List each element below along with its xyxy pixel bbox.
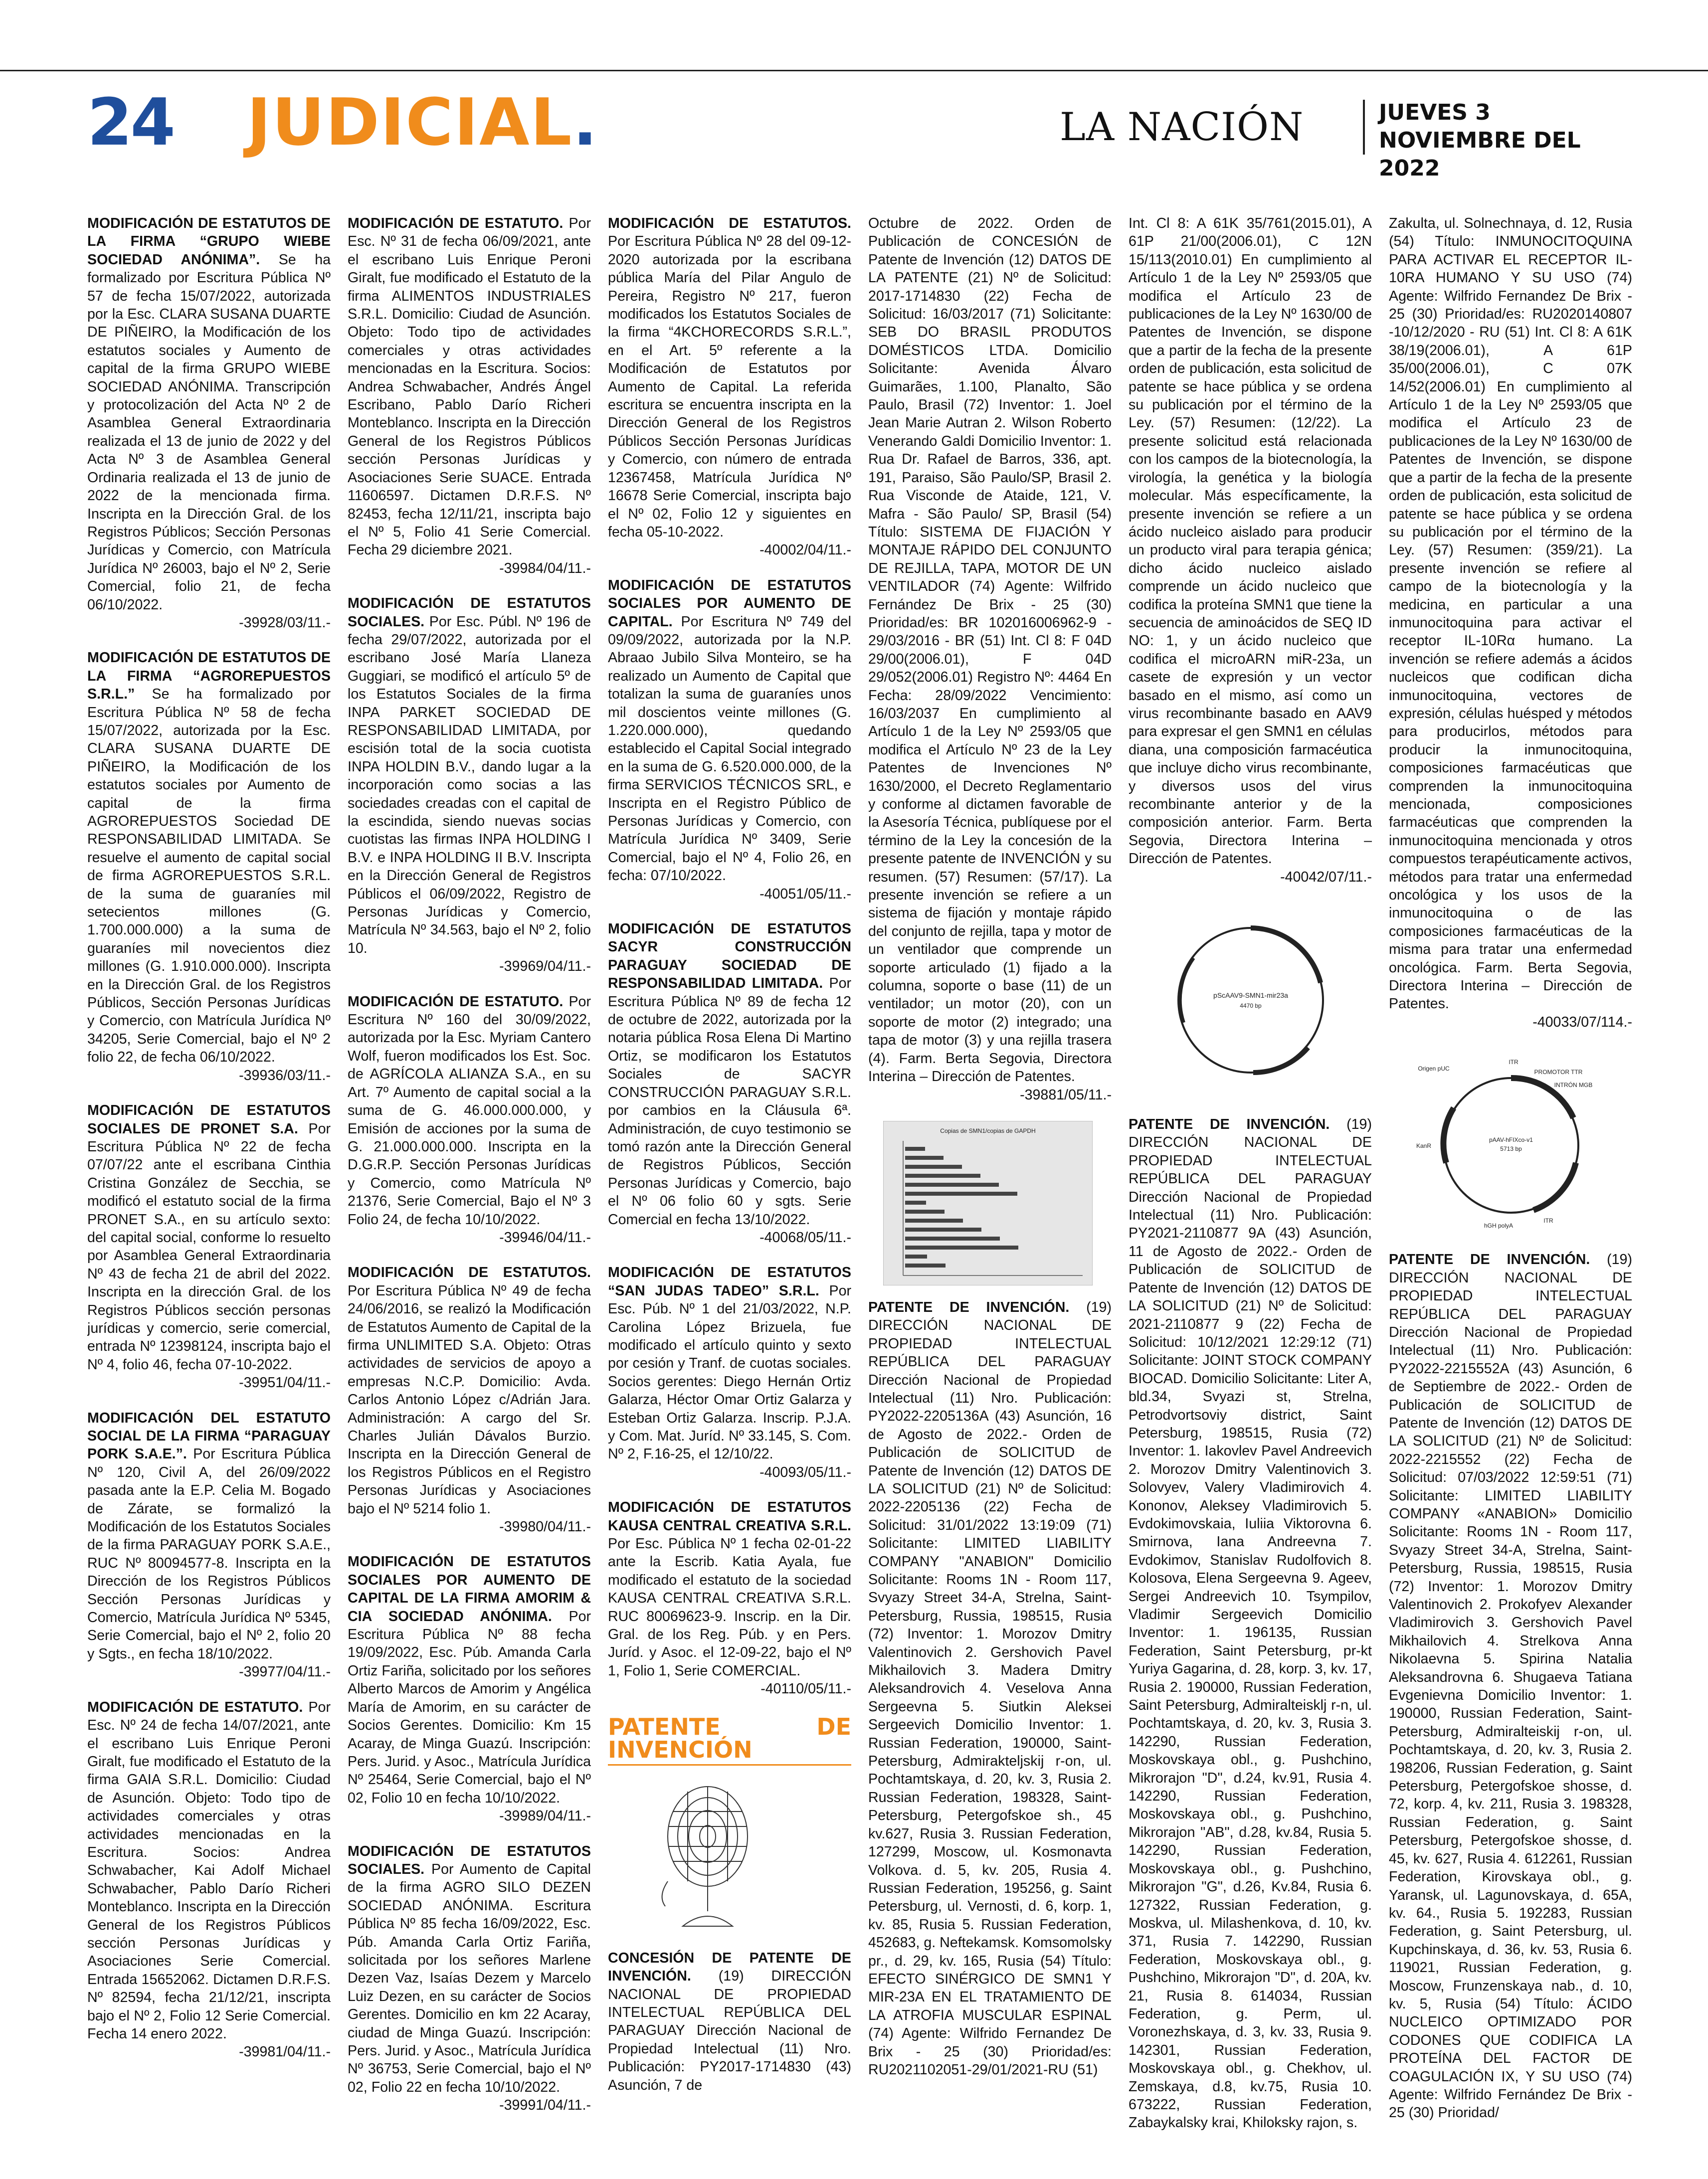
notice-title: MODIFICACIÓN DE ESTATUTOS SOCIALES DE PRONET S.A. <box>87 1102 331 1137</box>
page-header <box>87 84 1633 181</box>
plasmid2-label: KanR <box>1416 1142 1432 1150</box>
notice-body: Por Esc. Nº 31 de fecha 06/09/2021, ante el escribano Luis Enrique Peroni Giralt, fue modificado el Estatuto de la firma ALIMENTOS INDUSTRIALES S.R.L. Domicilio: Ciudad de Asunción. Objeto: Todo tipo de actividades comerciales y otras actividades mencionadas en la Escritura. Socios: Andrea Schwabacher, Andrés Ángel Escribano, Pablo Darío Richeri Monteblanco. Inscripta en la Dirección General de los Registros Públicos sección Personas Jurídicas y Asociaciones Serie SUACE. Entrada 11606597. Dictamen D.R.F.S. Nº 82453, fecha 12/11/21, inscripta bajo el Nº 5, Folio 41 Serie Comercial. Fecha 29 diciembre 2021. <box>348 215 591 558</box>
notice <box>608 1498 851 1698</box>
chart-title: Copias de SMN1/copias de GAPDH <box>940 1127 1036 1134</box>
notice-reference: -39951/04/11.- <box>239 1375 331 1391</box>
header-divider <box>1363 100 1365 155</box>
notice <box>608 1264 851 1481</box>
top-rule <box>0 70 1708 71</box>
chart-bar <box>905 1246 1018 1250</box>
notice-body: (19) DIRECCIÓN NACIONAL DE PROPIEDAD INTELECTUAL REPÚBLICA DEL PARAGUAY Dirección Nacional de Propiedad Intelectual (11) Nro. Publicación: PY2021-2110877 9A (43) Asunción, 11 de Agosto de 2022.- Orden de Publicación de SOLICITUD de Patente de Invención (12) DATOS DE LA SOLICITUD (21) Nº de Solicitud: 2021-2110877 9 (22) Fecha de Solicitud: 10/12/2021 12:29:12 (71) Solicitante: JOINT STOCK COMPANY BIOCAD. Domicilio Solicitante: Liter A, bld.34, Svyazi st, Strelna, Petrodvortsoviy district, Saint Petersburg, 198515, Rusia (72) Inventor: 1. Iakovlev Pavel Andreevich 2. Morozov Dmitry Valentinovich 3. Solovyev, Valery Vladimirovich 4. Kononov, Aleksey Vladimirovich 5. Evdokimovskaia, Iuliia Viktorovna 6. Smirnova, Iana Andreevna 7. Evdokimov, Stanislav Rudolfovich 8. Kolosova, Elena Sergeevna 9. Ageev, Sergei Andreevich 10. Tsympilov, Vladimir Sergeevich Domicilio Inventor: 1. 196135, Russian Federation, Saint Petersburg, pr-kt Yuriya Gagarina, d. 28, korp. 3, kv. 17, Rusia 2. 190000, Russian Federation, Saint Petersburg, Admiralteisklj r-n, ul. Pochtamtskaya, d. 20, kv. 3, Rusia 3. 142290, Russian Federation, Moskovskaya obl., g. Pushchino, Mikrorajon "D", d.24, kv.91, Rusia 4. 142290, Russian Federation, Moskovskaya obl., g. Pushchino, Mikrorajon "AB", d.28, kv.84, Rusia 5. 142290, Russian Federation, Moskovskaya obl., g. Pushchino, Mikrorajon "G", d.26, Kv.84, Rusia 6. 127322, Russian Federation, g. Moskva, ul. Milashenkova, d. 10, kv. 371, Rusia 7. 142290, Russian Federation, Moskovskaya obl., g. Pushchino, Mikrorajon "D", d. 20A, kv. 21, Rusia 8. 614034, Russian Federation, g. Perm, ul. Voronezhskaya, d. 3, kv. 33, Rusia 9. 142301, Russian Federation, Moskovskaya obl., g. Chekhov, ul. Zemskaya, d.8, kv.75, Rusia 10. 673222, Russian Federation, Zabaykalsky krai, Khiloksky rajon, s. <box>1129 1116 1372 2131</box>
notice-body: Por Escritura Pública Nº 89 de fecha 12 de octubre de 2022, autorizada por la notaria pública Rosa Elena Di Martino Ortiz, se modificaron los Estatutos Sociales de SACYR CONSTRUCCIÓN PARAGUAY S.R.L. por cambios en la Cláusula 6ª. Administración, de cuyo testimonio se tomó razón ante la Dirección General de Registros Públicos, Sección Personas Jurídicas y Comercio, bajo el Nº 06 folio 60 y sgts. Serie Comercial en fecha 13/10/2022. <box>608 975 851 1228</box>
notice-body: Por Escritura Pública Nº 49 de fecha 24/06/2016, se realizó la Modificación de Estatutos Aumento de Capital de la firma UNLIMITED S.A. Objeto: Otras actividades de servicios de apoyo a empresas N.C.P. Domicilio: Avda. Carlos Antonio López c/Adrián Jara. Administración: A cargo del Sr. Charles Julián Dávalos Burzio. Inscripta en la Dirección General de los Registros Públicos en el Registro Personas Jurídicas y Asociaciones bajo el Nº 5214 folio 1. <box>348 1282 591 1517</box>
newspaper-brand: LA NACIÓN <box>1060 105 1304 150</box>
notice-body: Por Escritura Nº 160 del 30/09/2022, autorizada por la Esc. Myriam Cantero Wolf, fueron modificados los Est. Soc. de AGRÍCOLA ALIANZA S.A., en su Art. 7º Aumento de capital social a la suma de G. 46.000.000.000, y Emisión de acciones por la suma de G. 21.000.000.000. Inscripta en la D.G.R.P. Sección Personas Jurídicas y Comercio, como Matrícula Nº 21376, Serie Comercial, Bajo el Nº 3 Folio 24, de fecha 10/10/2022. <box>348 993 591 1228</box>
notice-title: MODIFICACIÓN DE ESTATUTO. <box>348 993 564 1010</box>
notice-reference: -40110/05/11.- <box>760 1681 851 1697</box>
notice <box>1389 214 1632 1031</box>
notice <box>868 1298 1112 2079</box>
notice-reference: -39969/04/11.- <box>499 958 591 975</box>
chart-bar <box>905 1165 962 1169</box>
notice <box>87 214 331 632</box>
notice-title: MODIFICACIÓN DE ESTATUTOS DE LA FIRMA “GRUPO WIEBE SOCIEDAD ANÓNIMA”. <box>87 215 331 268</box>
notice <box>348 1842 591 2115</box>
notice <box>1129 214 1372 886</box>
patent-section-rule <box>608 1764 851 1766</box>
plasmid2-label: ITR <box>1509 1059 1518 1066</box>
smn1-copies-chart <box>883 1121 1093 1285</box>
notice-reference: -39984/04/11.- <box>499 560 591 576</box>
plasmid2-label: PROMOTOR TTR <box>1534 1069 1583 1076</box>
notice-title: MODIFICACIÓN DE ESTATUTOS “SAN JUDAS TADEO” S.R.L. <box>608 1265 851 1299</box>
issue-date-month: NOVIEMBRE DEL 2022 <box>1379 128 1581 181</box>
page-number: 24 <box>87 84 174 160</box>
notice-reference: -39881/05/11.- <box>1020 1087 1112 1103</box>
notice-body: Por Esc. Nº 24 de fecha 14/07/2021, ante el escribano Luis Enrique Peroni Giralt, fue modificado el Estatuto de la firma GAIA S.R.L. Domicilio: Ciudad de Asunción. Objeto: Todo tipo de actividades comerciales y otras actividades mencionadas en la Escritura. Socios: Andrea Schwabacher, Kai Adolf Michael Schwabacher, Pablo Darío Richeri Monteblanco. Inscripta en la Dirección General de los Registros Públicos sección Personas Jurídicas y Asociaciones Serie Comercial. Entrada 15652062. Dictamen D.R.F.S. Nº 82594, fecha 21/12/21, inscripta bajo el Nº 2, Folio 12 Serie Comercial. Fecha 14 enero 2022. <box>87 1699 331 2042</box>
column-5 <box>1129 214 1372 2154</box>
notice-body: Se ha formalizado por Escritura Pública Nº 57 de fecha 15/07/2022, autorizada por la Esc. CLARA SUSANA DUARTE DE PIÑEIRO, la Modificación de los estatutos sociales y Aumento de capital de la firma GRUPO WIEBE SOCIEDAD ANÓNIMA. Transcripción y protocolización del Acta Nº 2 de Asamblea General Extraordinaria realizada el 13 de junio de 2022 y del Acta Nº 3 de Asamblea General Ordinaria realizada el 13 de junio de 2022 de la mencionada firma. Inscripta en la Dirección Gral. de los Registros Públicos; Sección Personas Jurídicas y Comercio, con Matrícula Jurídica Nº 26003, bajo el Nº 2, Serie Comercial, folio 21, de fecha 06/10/2022. <box>87 251 331 613</box>
notice-title: MODIFICACIÓN DE ESTATUTOS SOCIALES POR AUMENTO DE CAPITAL DE LA FIRMA AMORIM & CIA SOCIEDAD ANÓNIMA. <box>348 1554 591 1625</box>
chart-bar <box>905 1192 1017 1196</box>
notice-title: MODIFICACIÓN DE ESTATUTOS SACYR CONSTRUCCIÓN PARAGUAY SOCIEDAD DE RESPONSABILIDAD LIMITADA. <box>608 921 851 992</box>
chart-bar <box>905 1174 980 1178</box>
notice-body: (19) DIRECCIÓN NACIONAL DE PROPIEDAD INTELECTUAL REPÚBLICA DEL PARAGUAY Dirección Nacional de Propiedad Intelectual (11) Nro. Publicación: PY2022-2215552A (43) Asunción, 6 de Septiembre de 2022.- Orden de Publicación de SOLICITUD de Patente de Invención (12) DATOS DE LA SOLICITUD (21) Nº de Solicitud: 2022-2215552 (22) Fecha de Solicitud: 07/03/2022 12:59:51 (71) Solicitante: LIMITED LIABILITY COMPANY «ANABION» Domicilio Solicitante: Rooms 1N - Room 117, Svyazy Street 34-A, Strelna, Saint-Petersburg, Russia, 198515, Rusia (72) Inventor: 1. Morozov Dmitry Valentinovich 2. Prokofyev Alexander Vladimirovich 3. Gershovich Pavel Mikhailovich 4. Strelkova Anna Nikolaevna 5. Spirina Natalia Aleksandrovna 6. Shugaeva Tatiana Evgenievna Domicilio Inventor: 1. 190000, Russian Federation, Saint-Petersburg, Admiralteiskij r-on, ul. Pochtamtskaya, d. 20, kv. 3, Rusia 2. 198206, Russian Federation, g. Saint Petersburg, Petergofskoe shosse, d. 72, korp. 4, kv. 211, Rusia 3. 198328, Russian Federation, g. Saint Petersburg, Petergofskoe shosse, d. 45, kv. 627, Rusia 4. 612261, Russian Federation, Kirovskaya obl., g. Yaransk, ul. Lagunovskaya, d. 65A, kv. 64., Rusia 5. 192283, Russian Federation, g. Saint Petersburg, ul. Kupchinskaya, d. 36, kv. 53, Rusia 6. 119021, Russian Federation, g. Moscow, Frunzenskaya nab., d. 10, kv. 5, Rusia (54) Título: ÁCIDO NUCLEICO OPTIMIZADO POR CODONES QUE CODIFICA LA PROTEÍNA DEL FACTOR DE COAGULACIÓN IX, Y SU USO (74) Agente: Wilfrido Fernández De Brix - 25 (30) Prioridad/ <box>1389 1252 1632 2121</box>
notice-reference: -40051/05/11.- <box>759 886 851 902</box>
plasmid-map-smn1 <box>1143 903 1358 1102</box>
column-1 <box>87 214 331 2154</box>
section-title <box>247 85 598 160</box>
notice <box>608 214 851 559</box>
notice-reference: -40033/07/114.- <box>1532 1014 1632 1030</box>
notice <box>348 1264 591 1536</box>
notice-title: MODIFICACIÓN DE ESTATUTOS SOCIALES. <box>348 1843 591 1877</box>
plasmid2-label: 5713 bp <box>1500 1145 1522 1153</box>
notice-reference: -40002/04/11.- <box>759 542 851 558</box>
patent-section-heading <box>608 1715 851 1766</box>
chart-bar <box>905 1264 946 1268</box>
section-title-dot: . <box>572 84 598 160</box>
notice <box>348 1553 591 1825</box>
notice-body: Por Aumento de Capital de la firma AGRO SILO DEZEN SOCIEDAD ANÓNIMA. Escritura Pública Nº 85 fecha 16/09/2022, Esc. Púb. Amanda Carla Ortiz Fariña, solicitada por los señores Marlene Dezen Vaz, Isaías Dezem y Marcelo Luiz Dezen, en su carácter de Socios Gerentes. Domicilio en km 22 Acaray, ciudad de Minga Guazú. Inscripción: Pers. Jurid. y Asoc., Matrícula Jurídica Nº 36753, Serie Comercial, bajo el Nº 02, Folio 22 en fecha 10/10/2022. <box>348 1861 591 2095</box>
notice-reference: -39989/04/11.- <box>499 1808 591 1824</box>
plasmid1-label: pScAAV9-SMN1-mir23a <box>1213 991 1288 1000</box>
notice-title: MODIFICACIÓN DE ESTATUTOS. <box>608 215 851 231</box>
plasmid-map-fix <box>1394 1048 1628 1238</box>
chart-bar <box>905 1219 963 1223</box>
chart-bar <box>905 1228 981 1232</box>
notice-reference: -40068/05/11.- <box>759 1229 851 1246</box>
notice-body: (19) DIRECCIÓN NACIONAL DE PROPIEDAD INTELECTUAL REPÚBLICA DEL PARAGUAY Dirección Nacional de Propiedad Intelectual (11) Nro. Publicación: PY2022-2205136A (43) Asunción, 16 de Agosto de 2022.- Orden de Publicación de SOLICITUD de Patente de Invención (12) DATOS DE LA SOLICITUD (21) Nº de Solicitud: 2022-2205136 (22) Fecha de Solicitud: 31/01/2022 13:19:09 (71) Solicitante: LIMITED LIABILITY COMPANY "ANABION" Domicilio Solicitante: Rooms 1N - Room 117, Svyazy Street 34-A, Strelna, Saint-Petersburg, Russia, 198515, Rusia (72) Inventor: 1. Morozov Dmitry Valentinovich 2. Gershovich Pavel Mikhailovich 3. Madera Dmitry Aleksandrovich 4. Veselova Anna Sergeevna 5. Siutkin Aleksei Sergeevich Domicilio Inventor: 1. Russian Federation, 190000, Saint-Petersburg, Admirakteljskij r-on, ul. Pochtamtskaya, d. 20, kv. 3, Rusia 2. Russian Federation, 198328, Saint- Petersburg, Petergofskoe sh., 45 kv.627, Rusia 3. Russian Federation, 127299, Moscow, ul. Kosmonavta Volkova. d. 5, kv. 205, Rusia 4. Russian Federation, 195256, g. Saint Petersburg, ul. Vernosti, d. 6, korp. 1, kv. 85, Rusia 5. Russian Federation, 452683, g. Neftekamsk. Komsomolsky pr., d. 29, kv. 165, Rusia (54) Título: EFECTO SINÉRGICO DE SMN1 Y MIR-23A EN EL TRATAMIENTO DE LA ATROFIA MUSCULAR ESPINAL (74) Agente: Wilfrido Fernandez De Brix - 25 (30) Prioridad/es: RU2021102051-29/01/2021-RU (51) <box>868 1299 1112 2078</box>
column-4 <box>868 214 1112 2154</box>
notice-title: CONCESIÓN DE PATENTE DE INVENCIÓN. <box>608 1950 851 1985</box>
notice-body: Zakulta, ul. Solnechnaya, d. 12, Rusia (54) Título: INMUNOCITOQUINA PARA ACTIVAR EL RECEPTOR IL-10RA HUMANO Y SU USO (74) Agente: Wilfrido Fernandez De Brix - 25 (30) Prioridad/es: RU2020140807 -10/12/2020 - RU (51) Int. Cl 8: A 61K 38/19(2006.01), A 61P 35/00(2006.01), C 07K 14/52(2006.01) En cumplimiento al Artículo 1 de la Ley Nº 2593/05 que modifica el Artículo 23 de publicaciones de la Ley Nº 1630/00 de Patentes de Invención, se dispone que a partir de la fecha de la presente orden de publicación, esta solicitud de patente se hace pública y se ordena su publicación por el término de la Ley. (57) Resumen: (359/21). La presente invención se refiere al campo de la biotecnología y la medicina, en particular a una inmunocitoquina para activar el receptor IL-10Rα humano. La invención se refiere además a ácidos nucleicos que codifican dicha inmunocitoquina, vectores de expresión, células huésped y métodos para producirlos, métodos para producir la inmunocitoquina, composiciones farmacéuticas que comprenden la inmunocitoquina mencionada, composiciones farmacéuticas que comprenden la inmunocitoquina mencionada y otros compuestos terapéuticamente activos, métodos para tratar una enfermedad oncológica y los usos de la inmunocitoquina o de las composiciones farmacéuticas de la misma para tratar una enfermedad oncológica. Farm. Berta Segovia, Directora Interina – Dirección de Patentes. <box>1389 215 1632 1012</box>
section-title-text: JUDICIAL <box>247 84 573 160</box>
notice-title: PATENTE DE INVENCIÓN. <box>1129 1116 1330 1133</box>
notice <box>1389 1251 1632 2122</box>
notice-body: Por Escritura Pública Nº 88 fecha 19/09/2022, Esc. Púb. Amanda Carla Ortiz Fariña, solicitado por los señores Alberto Marcos de Amorim y Angélica María de Amorim, en su carácter de Socios Gerentes. Domicilio: Km 15 Acaray, de Minga Guazú. Inscripción: Pers. Jurid. y Asoc., Matrícula Jurídica Nº 25464, Serie Comercial, bajo el Nº 02, Folio 10 en fecha 10/10/2022. <box>348 1608 591 1806</box>
notice-title: MODIFICACIÓN DEL ESTATUTO SOCIAL DE LA FIRMA “PARAGUAY PORK S.A.E.”. <box>87 1410 331 1462</box>
fan-patent-drawing <box>638 1777 767 1936</box>
notice-reference: -39991/04/11.- <box>499 2097 591 2114</box>
chart-bar <box>905 1156 944 1160</box>
plasmid2-label: pAAV-hFIXco-v1 <box>1489 1136 1533 1144</box>
notice-title: PATENTE DE INVENCIÓN. <box>1389 1252 1590 1268</box>
notice-body: Por Esc. Púb. Nº 1 del 21/03/2022, N.P. Carolina López Brizuela, fue modificado el artículo quinto y sexto por cesión y Tranf. de cuotas sociales. Socios gerentes: Diego Hernán Ortiz Galarza, Héctor Omar Ortiz Galarza y Esteban Ortiz Galarza. Inscrip. P.J.A. y Com. Mat. Juríd. Nº 33.145, S. Com. Nº 2, F.16-25, el 12/10/22. <box>608 1282 851 1462</box>
column-2 <box>348 214 591 2154</box>
notice <box>87 1698 331 2061</box>
chart-bar <box>905 1255 927 1259</box>
patent-section-title: PATENTE DE INVENCIÓN <box>608 1713 851 1763</box>
plasmid2-label: ITR <box>1543 1217 1553 1225</box>
plasmid2-label: INTRÓN MGB <box>1554 1082 1593 1089</box>
notice-body: Por Escritura Pública Nº 28 del 09-12-2020 autorizada por la escribana pública María del Pilar Angulo de Pereira, Registro Nº 217, fueron modificados los Estatutos Sociales de la firma “4KCHORECORDS S.R.L.”, en el Art. 5º referente a la Modificación de Estatutos por Aumento de Capital. La referida escritura se encuentra inscripta en la Dirección General de los Registros Públicos Sección Personas Jurídicas y Comercio, con número de entrada 12367458, Matrícula Jurídica Nº 16678 Serie Comercial, inscripta bajo el Nº 02, Folio 12 y siguientes en fecha 05-10-2022. <box>608 233 851 540</box>
chart-bar <box>905 1147 925 1151</box>
notice-reference: -39946/04/11.- <box>499 1229 591 1246</box>
notice-body: Por Esc. Públ. Nº 196 de fecha 29/07/2022, autorizada por el escribano José María Llaneza Guggiari, se modificó el artículo 5º de los Estatutos Sociales de la firma INPA PARKET SOCIEDAD DE RESPONSABILIDAD LIMITADA, por escisión total de la socia cuotista INPA HOLDIN B.V., dando lugar a la incorporación como socias a las sociedades creadas con el capital de la escindida, siendo nuevas socias cuotistas las firmas INPA HOLDING I B.V. e INPA HOLDING II B.V. Inscripta en la Dirección General de Registros Públicos el 06/09/2022, Registro de Personas Jurídicas y Comercio, Matrícula Nº 34.563, bajo el Nº 2, folio 10. <box>348 613 591 956</box>
notice <box>608 920 851 1247</box>
notice-reference: -40093/05/11.- <box>759 1464 851 1480</box>
notice-title: MODIFICACIÓN DE ESTATUTOS DE LA FIRMA “AGROREPUESTOS S.R.L.” <box>87 650 331 703</box>
notice <box>87 1101 331 1392</box>
chart-bar <box>905 1237 1000 1241</box>
notice <box>348 594 591 976</box>
notice-reference: -39980/04/11.- <box>499 1519 591 1535</box>
notices-columns <box>87 214 1633 2154</box>
column-6 <box>1389 214 1632 2154</box>
notice-body: Por Escritura Pública Nº 120, Civil A, del 26/09/2022 pasada ante la E.P. Celia M. Bogado de Zárate, se formalizó la Modificación de los Estatutos Sociales de la firma PARAGUAY PORK S.A.E., RUC Nº 80094577-8. Inscripta en la Dirección de los Registros Públicos Sección Personas Jurídicas y Comercio, Matrícula Jurídica Nº 5345, Serie Comercial, bajo el Nº 2, folio 20 y Sgts., en fecha 18/10/2022. <box>87 1446 331 1662</box>
plasmid1-size: 4470 bp <box>1240 1002 1262 1010</box>
issue-date <box>1379 99 1633 182</box>
notice-reference: -39928/03/11.- <box>239 614 331 631</box>
plasmid2-label: Origen pUC <box>1418 1065 1450 1073</box>
notice <box>608 1949 851 2094</box>
notice-title: MODIFICACIÓN DE ESTATUTOS KAUSA CENTRAL CREATIVA S.R.L. <box>608 1499 851 1534</box>
notice <box>87 1409 331 1681</box>
chart-bar <box>905 1201 926 1205</box>
notice-title: PATENTE DE INVENCIÓN. <box>868 1299 1070 1315</box>
notice-title: MODIFICACIÓN DE ESTATUTO. <box>348 215 564 231</box>
notice-body: Int. Cl 8: A 61K 35/761(2015.01), A 61P 21/00(2006.01), C 12N 15/113(2010.01) En cumplimiento al Artículo 1 de la Ley Nº 2593/05 que modifica el Artículo 23 de publicaciones de la Ley Nº 1630/00 de Patentes de Invención, se dispone que a partir de la fecha de la presente orden de publicación, esta solicitud de patente se hace pública y se ordena su publicación por el término de la Ley. (57) Resumen: (12/22). La presente solicitud está relacionada con los campos de la biotecnología, la virología, la genética y la biología molecular. Más específicamente, la presente invención se refiere a un ácido nucleico aislado para producir un producto viral para terapia génica; dicho ácido nucleico aislado comprende un ácido nucleico que codifica la proteína SMN1 que tiene la secuencia de aminoácidos de SEQ ID NO: 1, y un ácido nucleico que codifica el microARN miR-23a, un casete de expresión y un vector basado en el mismo, así como un virus recombinante basado en AAV9 para expresar el gen SMN1 en células diana, una composición farmacéutica que incluye dicho virus recombinante, y diversos usos del virus recombinante anterior y de la composición anterior. Farm. Berta Segovia, Directora Interina – Dirección de Patentes. <box>1129 215 1372 867</box>
notice-reference: -39981/04/11.- <box>239 2044 331 2060</box>
notice-body: (19) DIRECCIÓN NACIONAL DE PROPIEDAD INTELECTUAL REPÚBLICA DEL PARAGUAY Dirección Nacional de Propiedad Intelectual (11) Nro. Publicación: PY2017-1714830 (43) Asunción, 7 de <box>608 1968 851 2093</box>
notice-reference: -40042/07/11.- <box>1280 869 1372 885</box>
notice <box>348 993 591 1247</box>
issue-date-day: JUEVES 3 <box>1379 100 1491 125</box>
notice-title: MODIFICACIÓN DE ESTATUTOS SOCIALES. <box>348 595 591 630</box>
notice <box>1129 1115 1372 2132</box>
notice-body: Por Escritura Pública Nº 22 de fecha 07/07/22 ante el escribana Cinthia Cristina González de Secchia, se modificó el estatuto social de la firma PRONET S.A., en su artículo sexto: del capital social, conforme lo resuelto por Asamblea General Extraordinaria Nº 43 de fecha 21 de abril del 2022. Inscripta en la dirección Gral. de los Registros Públicos sección personas jurídicas y comercio, serie comercial, entrada Nº 12398124, inscripta bajo el Nº 4, folio 46, fecha 07-10-2022. <box>87 1120 331 1373</box>
notice <box>348 214 591 577</box>
notice-reference: -39936/03/11.- <box>239 1067 331 1084</box>
notice-title: MODIFICACIÓN DE ESTATUTO. <box>87 1699 303 1715</box>
notice <box>87 649 331 1085</box>
notice-body: Por Escritura Nº 749 del 09/09/2022, autorizada por la N.P. Abraao Jubilo Silva Monteiro, se ha realizado un Aumento de Capital que totalizan la suma de guaraníes unos mil doscientos veinte millones (G. 1.220.000.000), quedando establecido el Capital Social integrado en la suma de G. 6.520.000.000, de la firma SERVICIOS TÉCNICOS SRL, e Inscripta en el Registro Público de Personas Jurídicas y Comercio, con Matrícula Jurídica Nº 3409, Serie Comercial, bajo el Nº 4, Folio 26, en fecha: 07/10/2022. <box>608 613 851 884</box>
notice-reference: -39977/04/11.- <box>239 1664 331 1680</box>
notice-body: Octubre de 2022. Orden de Publicación de CONCESIÓN de Patente de Invención (12) DATOS DE LA PATENTE (21) Nº de Solicitud: 2017-1714830 (22) Fecha de Solicitud: 16/03/2017 (71) Solicitante: SEB DO BRASIL PRODUTOS DOMÉSTICOS LTDA. Domicilio Solicitante: Avenida Álvaro Guimarães, 1.100, Planalto, São Paulo, Brasil (72) Inventor: 1. Joel Jean Marie Autran 2. Wilson Roberto Venerando Galdi Domicilio Inventor: 1. Rua Dr. Rafael de Barros, 336, apt. 191, Paraiso, São Paulo/SP, Brasil 2. Rua Visconde de Ataide, 121, V. Mafra - São Paulo/ SP, Brasil (54) Título: SISTEMA DE FIJACIÓN Y MONTAJE RÁPIDO DEL CONJUNTO DE REJILLA, TAPA, MOTOR DE UN VENTILADOR (74) Agente: Wilfrido Fernández De Brix - 25 (30) Prioridad/es: BR 102016006962-9 - 29/03/2016 - BR (51) Int. Cl 8: F 04D 29/00(2006.01), F 04D 29/052(2006.01) Registro Nº: 4464 En Fecha: 28/09/2022 Vencimiento: 16/03/2037 En cumplimiento al Artículo 1 de la Ley Nº 2593/05 que modifica el Artículo Nº 23 de la Ley Patentes de Invenciones Nº 1630/2000, el Decreto Reglamentario y conforme al dictamen favorable de la Asesoría Técnica, publíquese por el término de la Ley la concesión de la presente patente de INVENCIÓN y su resumen. (57) Resumen: (57/17). La presente invención se refiere a un sistema de fijación y montaje rápido del conjunto de rejilla, tapa y motor de un ventilador que comprende un soporte articulado (1) fijado a la columna, soporte o base (11) de un ventilador; un motor (20), con un soporte de motor (2) integrado; una tapa de motor (3) y una rejilla trasera (4). Farm. Berta Segovia, Directora Interina – Dirección de Patentes. <box>868 215 1112 1085</box>
notice-title: MODIFICACIÓN DE ESTATUTOS SOCIALES POR AUMENTO DE CAPITAL. <box>608 577 851 630</box>
chart-bar <box>905 1183 999 1187</box>
chart-bar <box>905 1210 945 1214</box>
column-3 <box>608 214 851 2154</box>
notice-title: MODIFICACIÓN DE ESTATUTOS. <box>348 1265 591 1281</box>
notice-body: Se ha formalizado por Escritura Pública Nº 58 de fecha 15/07/2022, autorizada por la Esc. CLARA SUSANA DUARTE DE PIÑEIRO, la Modificación de los estatutos sociales por Aumento de capital de la firma AGROREPUESTOS Sociedad DE RESPONSABILIDAD LIMITADA. Se resuelve el aumento de capital social de firma AGROREPUESTOS S.R.L. de la suma de guaraníes mil setecientos millones (G. 1.700.000.000) a la suma de guaraníes mil novecientos diez millones (G. 1.910.000.000). Inscripta en la Dirección Gral. de los Registros Públicos, Sección Personas Jurídicas y Comercio, con Matrícula Jurídica Nº 34205, Serie Comercial, bajo el Nº 2 folio 22, de fecha 06/10/2022. <box>87 686 331 1066</box>
notice <box>608 576 851 903</box>
plasmid2-label: hGH polyA <box>1484 1222 1514 1230</box>
notice <box>868 214 1112 1104</box>
notice-body: Por Esc. Pública Nº 1 fecha 02-01-22 ante la Escrib. Katia Ayala, fue modificado el estatuto de la sociedad KAUSA CENTRAL CREATIVA S.R.L. RUC 80069623-9. Inscrip. en la Dir. Gral. de los Reg. Púb. y en Pers. Juríd. y Asoc. el 12-09-22, bajo el Nº 1, Folio 1, Serie COMERCIAL. <box>608 1536 851 1679</box>
